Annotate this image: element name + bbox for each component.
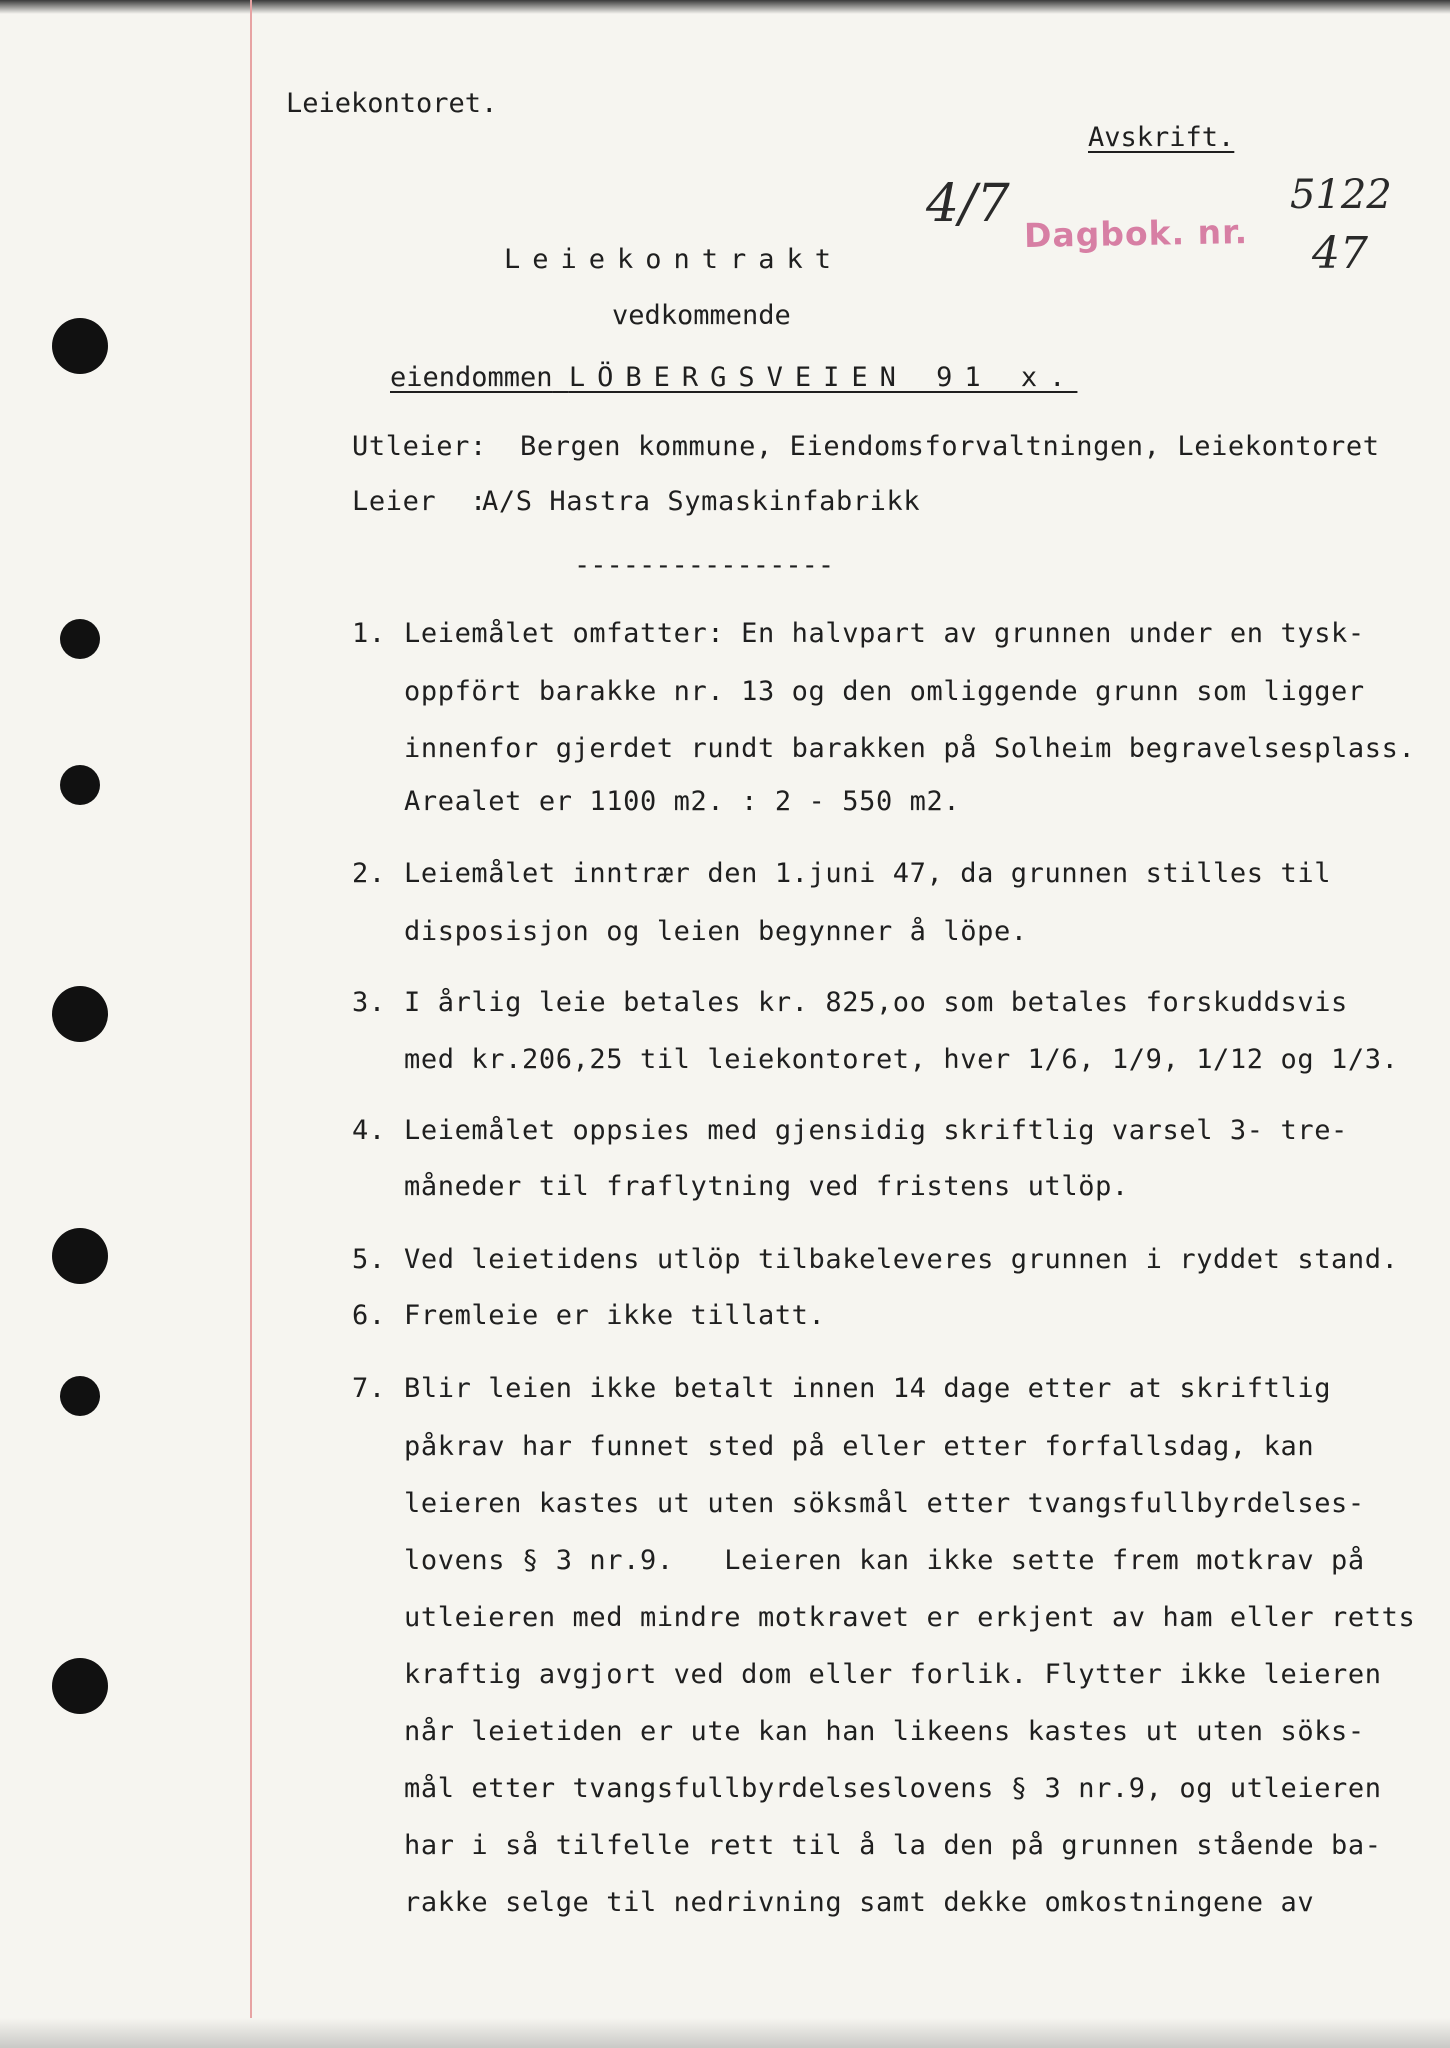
tenant-value: A/S Hastra Symaskinfabrikk: [482, 486, 921, 517]
clause-line: disposisjon og leien begynner å löpe.: [404, 916, 1028, 947]
clause-line: måneder til fraflytning ved fristens utlöp.: [404, 1171, 1129, 1202]
clause-line: Fremleie er ikke tillatt.: [404, 1300, 826, 1331]
scan-top-edge: [0, 0, 1450, 14]
clause-number: 7.: [352, 1373, 386, 1404]
punch-hole: [60, 765, 100, 805]
title-line-3: [390, 362, 1077, 394]
clause-line: mål etter tvangsfullbyrdelseslovens § 3 nr.9, og utleieren: [404, 1773, 1382, 1804]
clause-line: oppfört barakke nr. 13 og den omliggende grunn som ligger: [404, 676, 1365, 707]
clause-line: utleieren med mindre motkravet er erkjent av ham eller retts: [404, 1602, 1416, 1633]
punch-hole: [52, 318, 108, 374]
punch-hole: [52, 986, 108, 1042]
landlord-label: Utleier:: [352, 431, 487, 462]
clause-line: I årlig leie betales kr. 825,oo som betales forskuddsvis: [404, 987, 1348, 1018]
clause-line: når leietiden er ute kan han likeens kastes ut uten söks-: [404, 1716, 1365, 1747]
diary-number: 5122: [1290, 172, 1392, 218]
clause-number: 3.: [352, 987, 386, 1018]
clause-line: med kr.206,25 til leiekontoret, hver 1/6, 1/9, 1/12 og 1/3.: [404, 1044, 1399, 1075]
punch-hole: [60, 619, 100, 659]
clause-line: Ved leietidens utlöp tilbakeleveres grunnen i ryddet stand.: [404, 1244, 1399, 1275]
diary-stamp: Dagbok. nr.: [1023, 212, 1249, 255]
clause-line: innenfor gjerdet rundt barakken på Solheim begravelsesplass.: [404, 733, 1416, 764]
clause-line: har i så tilfelle rett til å la den på grunnen stående ba-: [404, 1830, 1382, 1861]
clause-number: 1.: [352, 618, 386, 649]
copy-label: Avskrift.: [1088, 122, 1235, 153]
separator-line: ----------------: [574, 550, 835, 581]
clause-line: rakke selge til nedrivning samt dekke omkostningene av: [404, 1887, 1315, 1918]
clause-line: Leiemålet oppsies med gjensidig skriftlig varsel 3- tre-: [404, 1115, 1348, 1146]
clause-line: Arealet er 1100 m2. : 2 - 550 m2.: [404, 786, 961, 817]
clause-number: 4.: [352, 1115, 386, 1146]
handwritten-date: 4/7: [926, 174, 1010, 234]
clause-number: 5.: [352, 1244, 386, 1275]
clause-line: leieren kastes ut uten söksmål etter tvangsfullbyrdelses-: [404, 1488, 1365, 1519]
title-prefix: eiendommen: [390, 362, 553, 393]
clause-line: Leiemålet omfatter: En halvpart av grunnen under en tysk-: [404, 618, 1365, 649]
clause-number: 2.: [352, 858, 386, 889]
margin-line: [250, 0, 252, 2048]
diary-year: 47: [1312, 228, 1368, 279]
clause-number: 6.: [352, 1300, 386, 1331]
document-title: Leiekontrakt: [504, 244, 844, 275]
scan-bottom-edge: [0, 2018, 1450, 2048]
office-name: Leiekontoret.: [286, 88, 498, 119]
clause-line: Blir leien ikke betalt innen 14 dage etter at skriftlig: [404, 1373, 1332, 1404]
clause-line: kraftig avgjort ved dom eller forlik. Flytter ikke leieren: [404, 1659, 1382, 1690]
punch-hole: [52, 1228, 108, 1284]
clause-line: påkrav har funnet sted på eller etter forfallsdag, kan: [404, 1431, 1315, 1462]
property-name: LÖBERGSVEIEN 91 x.: [568, 362, 1078, 393]
punch-hole: [60, 1376, 100, 1416]
tenant-label: Leier :: [352, 486, 487, 517]
punch-hole: [52, 1658, 108, 1714]
clause-line: Leiemålet inntrær den 1.juni 47, da grunnen stilles til: [404, 858, 1332, 889]
clause-line: lovens § 3 nr.9. Leieren kan ikke sette frem motkrav på: [404, 1545, 1365, 1576]
title-line-2: vedkommende: [612, 300, 791, 331]
landlord-value: Bergen kommune, Eiendomsforvaltningen, Leiekontoret: [520, 431, 1380, 462]
